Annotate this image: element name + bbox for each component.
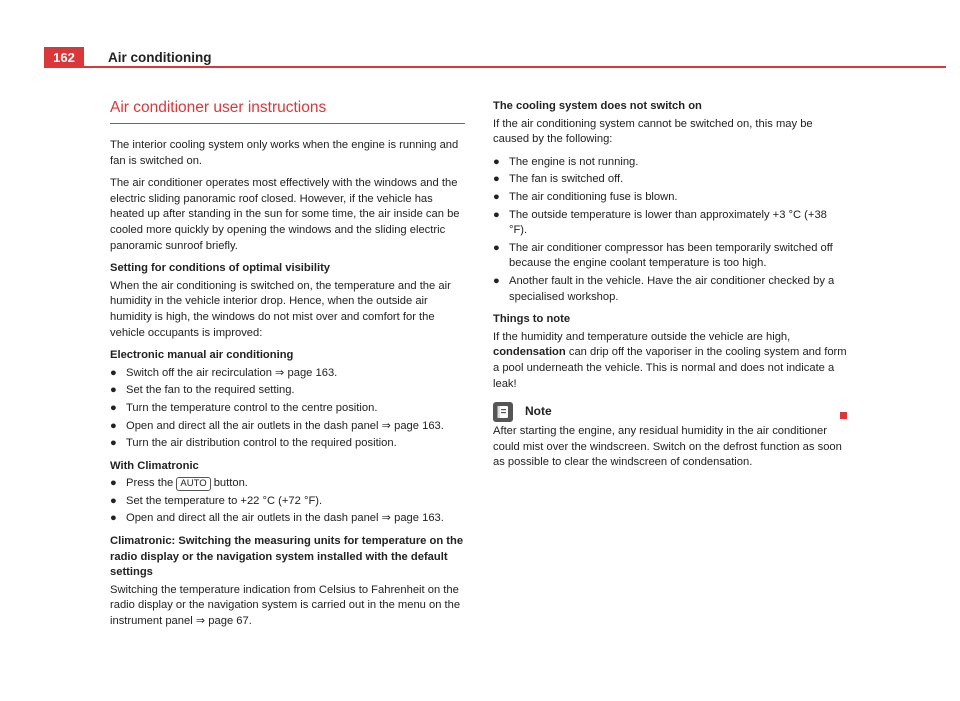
note-book-icon [493, 402, 513, 422]
page-header [44, 47, 946, 69]
visibility-heading: Setting for conditions of optimal visibility [110, 262, 331, 275]
list-item: ● The air conditioner compressor has been temporarily switched off because the engine coolant temperature is too high. [493, 241, 833, 270]
bullet-icon: ● [110, 512, 117, 525]
climatronic-heading: With Climatronic [110, 459, 199, 472]
condensation-term: condensation [493, 346, 566, 359]
list-item: ● Open and direct all the air outlets in the dash panel ⇒ page 163. [110, 419, 465, 435]
things-to-note-paragraph: If the humidity and temperature outside the vehicle are high, condensation can drip off the vaporiser in the cooling system and form a pool underneath the vehicle. This is normal and does not indicate a leak! [493, 330, 847, 390]
bullet-icon: ● [493, 190, 500, 203]
list-item: ● The outside temperature is lower than approximately +3 °C (+38 °F). [493, 208, 827, 237]
list-item: ● Another fault in the vehicle. Have the air conditioner checked by a specialised workshop. [493, 274, 835, 303]
list-item: ● Set the fan to the required setting. [110, 383, 465, 399]
visibility-paragraph: When the air conditioning is switched on, the temperature and the air humidity in the vehicle interior drop. Hence, when the outside air humidity is high, the windows do not mist over and comfort for the vehicle occupants is improved: [110, 279, 451, 339]
bullet-icon: ● [110, 494, 117, 507]
bullet-icon: ● [110, 366, 117, 379]
list-item: ● Press the AUTO button. [110, 476, 465, 492]
cooling-paragraph: If the air conditioning system cannot be switched on, this may be caused by the following: [493, 117, 813, 146]
list-item: ● Switch off the air recirculation ⇒ page 163. [110, 366, 465, 382]
bullet-icon: ● [110, 401, 117, 414]
cooling-causes-list [493, 155, 848, 305]
bullet-icon: ● [493, 155, 500, 168]
section-end-marker [840, 412, 847, 419]
units-paragraph: Switching the temperature indication from Celsius to Fahrenheit on the radio display or the navigation system is carried out in the menu on the instrument panel ⇒ page 67. [110, 583, 461, 628]
intro-paragraph: The interior cooling system only works when the engine is running and fan is switched on. [110, 139, 459, 167]
list-item: ● Set the temperature to +22 °C (+72 °F). [110, 494, 465, 510]
efficiency-paragraph: The air conditioner operates most effectively with the windows and the electric sliding panoramic roof closed. However, if the vehicle has heated up after standing in the sun for some time, the air inside can be cooled more quickly by opening the windows and the sliding electric panoramic sunroof briefly. [110, 177, 460, 252]
list-item: ● The engine is not running. [493, 155, 848, 171]
note-text: After starting the engine, any residual humidity in the air conditioner could mist over the windscreen. Switch on the defrost function as soon as possible to clear the windscreen of condensation. [493, 425, 842, 469]
chapter-title: Air conditioning [108, 50, 212, 65]
manual-ac-list [110, 366, 465, 452]
cooling-heading: The cooling system does not switch on [493, 100, 702, 112]
header-rule [44, 66, 946, 68]
bullet-icon: ● [110, 419, 117, 432]
manual-ac-heading: Electronic manual air conditioning [110, 349, 294, 362]
list-item: ● The air conditioning fuse is blown. [493, 190, 848, 206]
right-column [493, 99, 848, 478]
bullet-icon: ● [110, 477, 117, 490]
bullet-icon: ● [110, 384, 117, 397]
units-heading: Climatronic: Switching the measuring units for temperature on the radio display or the navigation system installed with the default settings [110, 535, 464, 579]
list-item: ● The fan is switched off. [493, 172, 848, 188]
left-column [110, 99, 465, 637]
note-title: Note [525, 404, 552, 419]
auto-key-label: AUTO [176, 477, 210, 491]
bullet-icon: ● [493, 173, 500, 186]
note-header [493, 402, 848, 422]
bullet-icon: ● [493, 208, 500, 221]
page-number: 162 [44, 47, 84, 68]
things-to-note-heading: Things to note [493, 313, 571, 326]
bullet-icon: ● [110, 437, 117, 450]
bullet-icon: ● [493, 241, 500, 254]
list-item: ● Turn the temperature control to the centre position. [110, 401, 465, 417]
bullet-icon: ● [493, 274, 500, 287]
list-item: ● Open and direct all the air outlets in the dash panel ⇒ page 163. [110, 511, 465, 527]
section-title: Air conditioner user instructions [110, 99, 465, 124]
list-item: ● Turn the air distribution control to the required position. [110, 436, 465, 452]
climatronic-list [110, 476, 465, 527]
